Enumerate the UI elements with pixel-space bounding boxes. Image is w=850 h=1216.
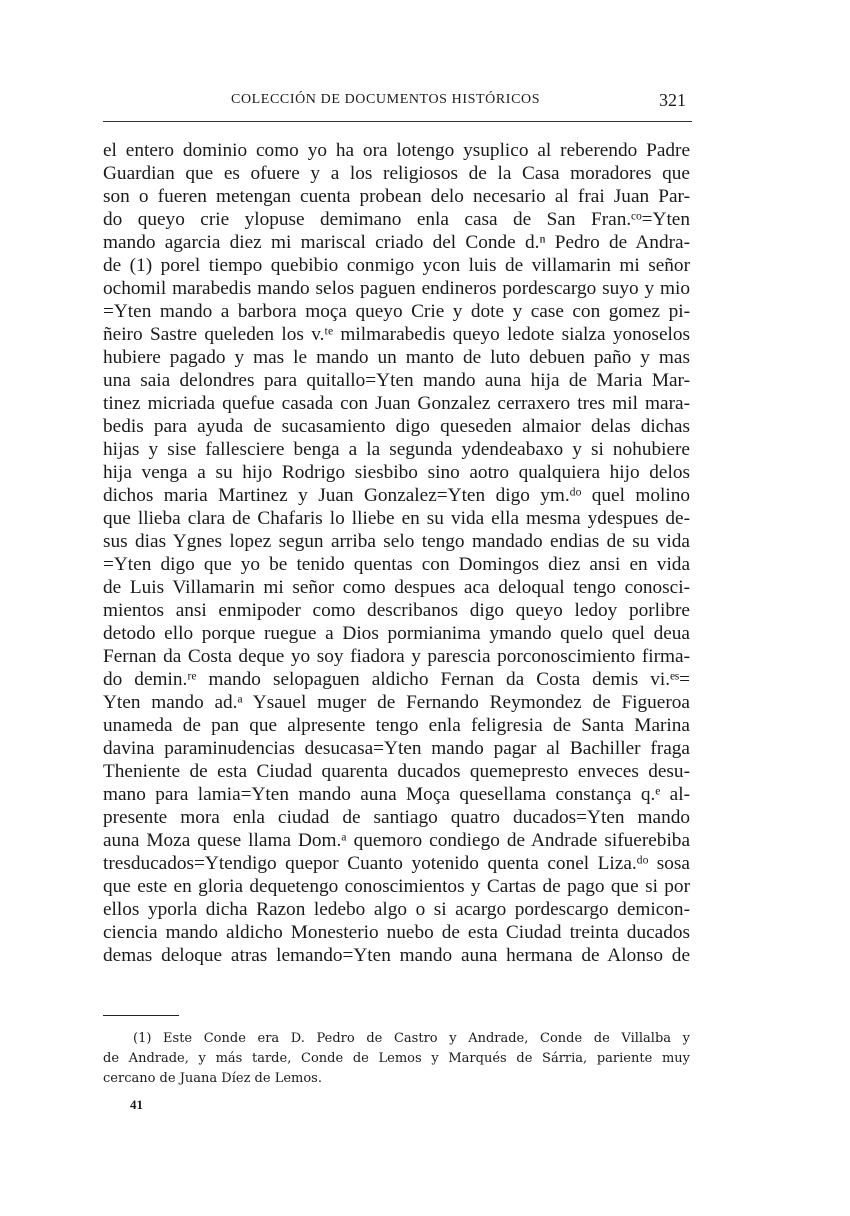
running-header [103,92,690,114]
text-line: el entero dominio como yo ha ora lotengo ysuplico al reberendo Padre [103,140,690,161]
text-line: hija venga a su hijo Rodrigo siesbibo sino aotro qualquiera hijo delos [103,462,690,483]
header-rule [103,121,692,122]
text-line: presente mora enla ciudad de santiago quatro ducados=Yten mando [103,807,690,828]
text-line: tinez micriada quefue casada con Juan Gonzalez cerraxero tres mil mara- [103,393,690,414]
text-line: que llieba clara de Chafaris lo lliebe en su vida ella mesma ydespues de- [103,508,690,529]
text-line: do demin.ʳᵉ mando selopaguen aldicho Fernan da Costa demis vi.ᵉˢ= [103,669,690,690]
text-line: mano para lamia=Yten mando auna Moça quesellama constança q.ᵉ al- [103,784,690,805]
text-line: ciencia mando aldicho Monesterio nuebo de esta Ciudad treinta ducados [103,922,690,943]
text-line: hubiere pagado y mas le mando un manto de luto debuen paño y mas [103,347,690,368]
text-line: auna Moza quese llama Dom.ᵃ quemoro condiego de Andrade sifuerebiba [103,830,690,851]
text-line: mientos ansi enmipoder como describanos digo queyo ledoy porlibre [103,600,690,621]
text-line: do queyo crie ylopuse demimano enla casa de San Fran.ᶜᵒ=Yten [103,209,690,230]
text-line: son o fueren metengan cuenta probean delo necesario al frai Juan Par- [103,186,690,207]
text-line: detodo ello porque ruegue a Dios pormianima ymando quelo quel deua [103,623,690,644]
text-line: ñeiro Sastre queleden los v.ᵗᵉ milmarabedis queyo ledote sialza yonoselos [103,324,690,345]
text-line: dichos maria Martinez y Juan Gonzalez=Yten digo ym.ᵈᵒ quel molino [103,485,690,506]
text-line: tresducados=Ytendigo quepor Cuanto yotenido quenta conel Liza.ᵈᵒ sosa [103,853,690,874]
footnote-line: (1) Este Conde era D. Pedro de Castro y Andrade, Conde de Villalba y [133,1031,690,1046]
text-line: bedis para ayuda de sucasamiento digo queseden almaior delas dichas [103,416,690,437]
text-line: sus dias Ygnes lopez segun arriba selo tengo mandado endias de su vida [103,531,690,552]
footnote [103,1029,690,1089]
text-line: =Yten digo que yo be tenido quentas con Domingos diez ansi en vida [103,554,690,575]
text-line: de Luis Villamarin mi señor como despues aca deloqual tengo conosci- [103,577,690,598]
text-line: mando agarcia diez mi mariscal criado del Conde d.ⁿ Pedro de Andra- [103,232,690,253]
text-line: ochomil marabedis mando selos paguen endineros pordescargo suyo y mio [103,278,690,299]
signature-mark: 41 [130,1097,143,1112]
running-title: COLECCIÓN DE DOCUMENTOS HISTÓRICOS [231,92,541,107]
footnote-line: cercano de Juana Díez de Lemos. [103,1071,322,1086]
text-line: =Yten mando a barbora moça queyo Crie y dote y case con gomez pi- [103,301,690,322]
text-line: unameda de pan que alpresente tengo enla feligresia de Santa Marina [103,715,690,736]
footnote-line: de Andrade, y más tarde, Conde de Lemos y Marqués de Sárria, pariente muy [103,1051,690,1066]
text-line: Theniente de esta Ciudad quarenta ducados quemepresto enveces desu- [103,761,690,782]
text-line: Guardian que es ofuere y a los religiosos de la Casa moradores que [103,163,690,184]
text-line: de (1) porel tiempo quebibio conmigo ycon luis de villamarin mi señor [103,255,690,276]
footnote-rule [103,1015,179,1016]
body-text [103,139,690,967]
text-line: demas deloque atras lemando=Yten mando auna hermana de Alonso de [103,945,690,966]
text-line: ellos yporla dicha Razon ledebo algo o si acargo pordescargo demicon- [103,899,690,920]
text-line: davina paraminudencias desucasa=Yten mando pagar al Bachiller fraga [103,738,690,759]
text-line: Yten mando ad.ᵃ Ysauel muger de Fernando Reymondez de Figueroa [103,692,690,713]
page-number: 321 [659,90,686,110]
text-line: Fernan da Costa deque yo soy fiadora y parescia porconoscimiento firma- [103,646,690,667]
text-line: hijas y sise fallesciere benga a la segunda ydendeabaxo y si nohubiere [103,439,690,460]
text-line: una saia delondres para quitallo=Yten mando auna hija de Maria Mar- [103,370,690,391]
text-line: que este en gloria dequetengo conoscimientos y Cartas de pago que si por [103,876,690,897]
